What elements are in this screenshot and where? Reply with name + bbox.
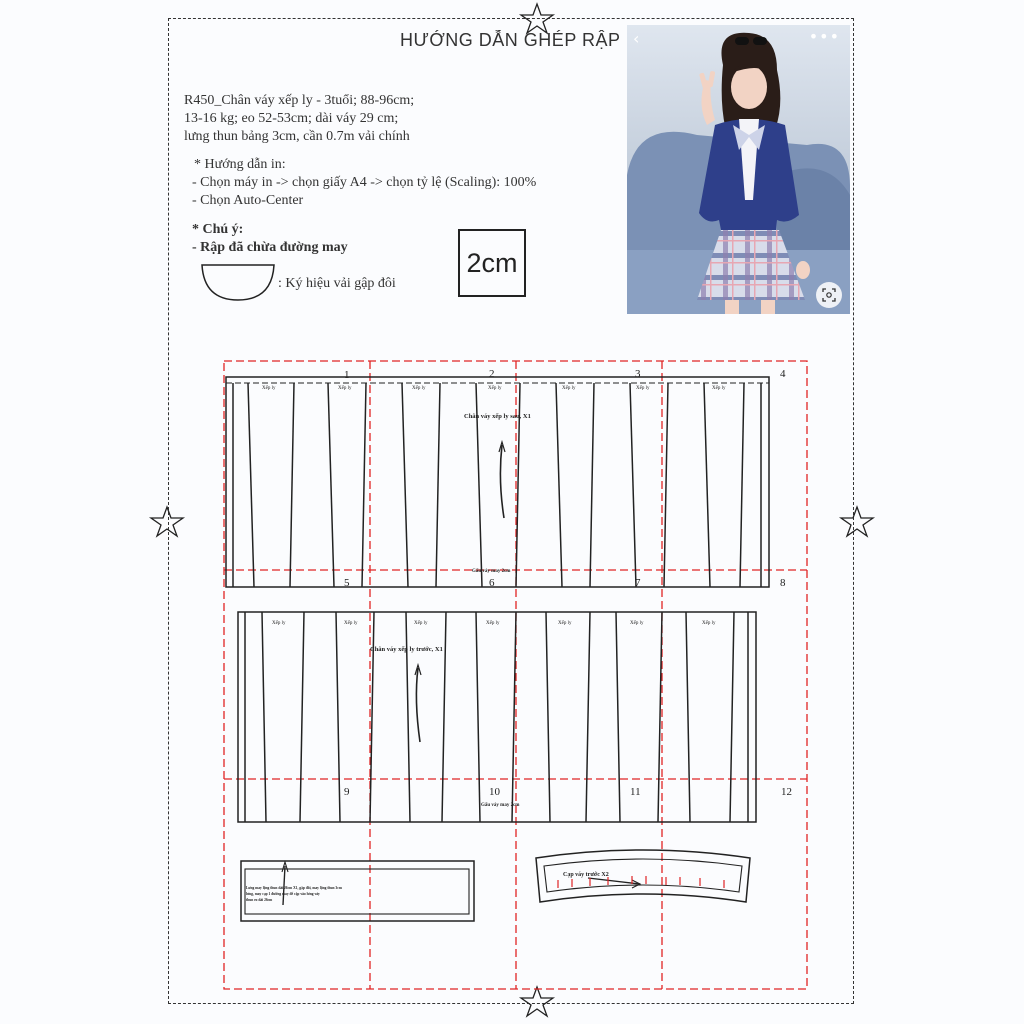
piece-name: Cạp váy trước X2 [563,872,609,878]
tile-number: 4 [780,368,786,380]
waistband-note: lưng, may cạp 1 đường may để cập vào lưng váy [246,892,320,896]
pleat-label: Xếp ly [558,621,572,626]
pleat-label: Xếp ly [488,386,502,391]
hem-note: Gấu váy may 2cm [472,569,511,574]
chevron-left-icon[interactable]: ‹ [633,29,640,48]
pleat-label: Xếp ly [636,386,650,391]
page-title: HƯỚNG DẪN GHÉP RẬP [400,30,621,50]
note-text: - Rập đã chừa đường may [192,240,348,255]
pleat-label: Xếp ly [630,621,644,626]
pleat-label: Xếp ly [338,386,352,391]
pleat-label: Xếp ly [562,386,576,391]
waistband-note: Lưng may lộng thun dài 26cm X1, gập đôi, may lộng thun 3cm [246,886,342,890]
pleat-label: Xếp ly [344,621,358,626]
registration-star-icon [151,4,873,1016]
pleat-label: Xếp ly [412,386,426,391]
tile-number: 3 [635,368,641,380]
pleat-label: Xếp ly [272,621,286,626]
print-guide-step: - Chọn máy in -> chọn giấy A4 -> chọn tỷ lệ (Scaling): 100% [192,175,537,190]
tile-number: 11 [630,786,641,798]
tile-number: 2 [489,368,495,380]
spec-line: R450_Chân váy xếp ly - 3tuổi; 88-96cm; [184,93,415,108]
tile-number: 1 [344,369,350,381]
hem-note: Gấu váy may 2cm [481,803,520,808]
spec-line: lưng thun bảng 3cm, cần 0.7m vải chính [184,129,410,144]
back-skirt-piece [226,377,769,587]
print-guide-title: * Hướng dẫn in: [194,157,286,172]
tile-number: 12 [781,786,792,798]
piece-name: Chân váy xếp ly trước, X1 [370,646,443,653]
pleat-label: Xếp ly [262,386,276,391]
waistband-note: thun eo dài 26cm [246,898,273,902]
pleat-label: Xếp ly [712,386,726,391]
waistband-piece [241,861,474,921]
tile-number: 6 [489,577,495,589]
pleat-label: Xếp ly [486,621,500,626]
more-dots-icon[interactable]: ••• [808,27,840,46]
note-title: * Chú ý: [192,222,244,237]
fold-symbol-label: : Ký hiệu vải gập đôi [278,276,396,291]
tile-number: 7 [635,577,641,589]
tile-number: 10 [489,786,500,798]
fold-symbol-icon [202,265,274,300]
spec-line: 13-16 kg; eo 52-53cm; dài váy 29 cm; [184,111,399,126]
pleat-label: Xếp ly [702,621,716,626]
tile-number: 8 [780,577,786,589]
print-guide-step: - Chọn Auto-Center [192,193,304,208]
pleat-label: Xếp ly [414,621,428,626]
piece-name: Chân váy xếp ly sau, X1 [464,413,531,420]
tile-number: 9 [344,786,350,798]
tile-number: 5 [344,577,350,589]
scale-box-label: 2cm [466,247,518,278]
